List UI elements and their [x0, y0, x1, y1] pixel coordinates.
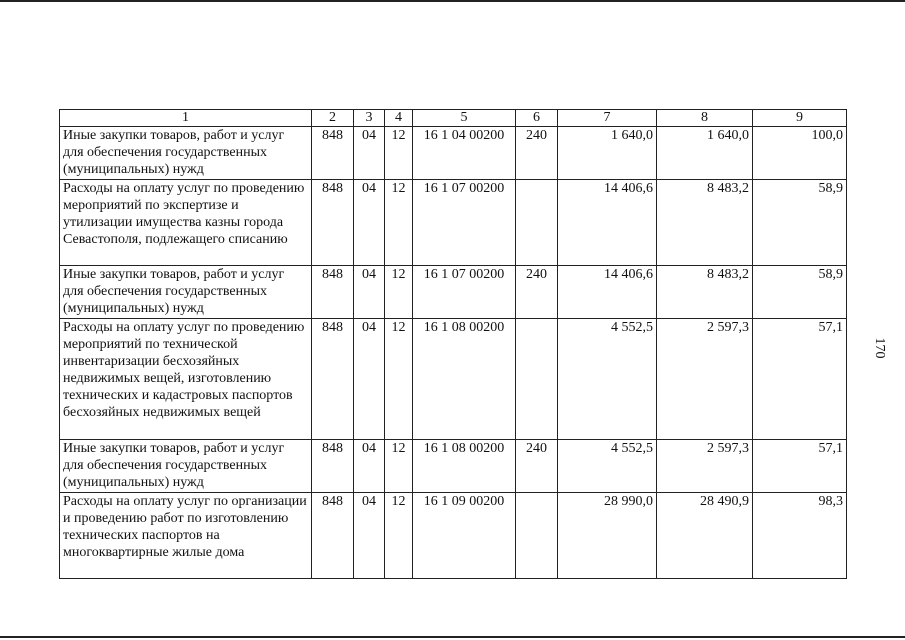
code-cell: 12 [385, 127, 413, 180]
amount-cell: 2 597,3 [657, 319, 753, 440]
header-cell-6: 6 [516, 110, 558, 127]
code-cell: 848 [312, 493, 354, 579]
table-row [60, 440, 847, 493]
table-row [60, 319, 847, 440]
percent-cell: 58,9 [753, 180, 847, 266]
code-cell: 04 [354, 440, 385, 493]
code-cell: 16 1 08 00200 [413, 319, 516, 440]
code-cell: 848 [312, 266, 354, 319]
code-cell: 12 [385, 266, 413, 319]
code-cell: 04 [354, 127, 385, 180]
header-cell-1: 1 [60, 110, 312, 127]
page-bottom-border [0, 636, 905, 638]
header-cell-5: 5 [413, 110, 516, 127]
amount-cell: 14 406,6 [558, 266, 657, 319]
amount-cell: 14 406,6 [558, 180, 657, 266]
amount-cell: 28 990,0 [558, 493, 657, 579]
code-cell: 12 [385, 440, 413, 493]
percent-cell: 98,3 [753, 493, 847, 579]
page-top-border [0, 0, 905, 2]
code-cell: 240 [516, 266, 558, 319]
code-cell: 04 [354, 493, 385, 579]
table-row [60, 180, 847, 266]
code-cell: 04 [354, 319, 385, 440]
code-cell: 16 1 08 00200 [413, 440, 516, 493]
header-cell-4: 4 [385, 110, 413, 127]
code-cell: 848 [312, 180, 354, 266]
code-cell: 848 [312, 127, 354, 180]
code-cell [516, 180, 558, 266]
code-cell: 16 1 07 00200 [413, 266, 516, 319]
code-cell: 04 [354, 180, 385, 266]
header-cell-2: 2 [312, 110, 354, 127]
code-cell: 04 [354, 266, 385, 319]
amount-cell: 4 552,5 [558, 440, 657, 493]
amount-cell: 1 640,0 [657, 127, 753, 180]
amount-cell: 1 640,0 [558, 127, 657, 180]
code-cell: 848 [312, 440, 354, 493]
table-row [60, 127, 847, 180]
expense-name: Расходы на оплату услуг по организации и проведению работ по изготовлению технических паспортов на многоквартирные жилые дома [60, 493, 312, 579]
code-cell: 12 [385, 493, 413, 579]
code-cell: 16 1 07 00200 [413, 180, 516, 266]
expense-name: Расходы на оплату услуг по проведению мероприятий по технической инвентаризации бесхозяйных недвижимых вещей, изготовлению технических и кадастровых паспортов бесхозяйных недвижимых вещей [60, 319, 312, 440]
expense-name: Иные закупки товаров, работ и услуг для обеспечения государственных (муниципальных) нужд [60, 440, 312, 493]
header-cell-7: 7 [558, 110, 657, 127]
code-cell: 16 1 04 00200 [413, 127, 516, 180]
amount-cell: 28 490,9 [657, 493, 753, 579]
code-cell: 12 [385, 319, 413, 440]
code-cell: 240 [516, 440, 558, 493]
page-number: 170 [872, 337, 887, 359]
amount-cell: 8 483,2 [657, 180, 753, 266]
header-row [60, 110, 847, 127]
code-cell: 16 1 09 00200 [413, 493, 516, 579]
header-cell-9: 9 [753, 110, 847, 127]
table-row [60, 266, 847, 319]
expense-name: Расходы на оплату услуг по проведению мероприятий по экспертизе и утилизации имущества казны города Севастополя, подлежащего списанию [60, 180, 312, 266]
expense-name: Иные закупки товаров, работ и услуг для обеспечения государственных (муниципальных) нужд [60, 127, 312, 180]
code-cell [516, 319, 558, 440]
code-cell [516, 493, 558, 579]
header-cell-8: 8 [657, 110, 753, 127]
code-cell: 240 [516, 127, 558, 180]
amount-cell: 4 552,5 [558, 319, 657, 440]
table-row [60, 493, 847, 579]
amount-cell: 8 483,2 [657, 266, 753, 319]
code-cell: 848 [312, 319, 354, 440]
percent-cell: 100,0 [753, 127, 847, 180]
percent-cell: 58,9 [753, 266, 847, 319]
percent-cell: 57,1 [753, 440, 847, 493]
code-cell: 12 [385, 180, 413, 266]
budget-table [59, 109, 847, 579]
expense-name: Иные закупки товаров, работ и услуг для обеспечения государственных (муниципальных) нужд [60, 266, 312, 319]
percent-cell: 57,1 [753, 319, 847, 440]
amount-cell: 2 597,3 [657, 440, 753, 493]
header-cell-3: 3 [354, 110, 385, 127]
